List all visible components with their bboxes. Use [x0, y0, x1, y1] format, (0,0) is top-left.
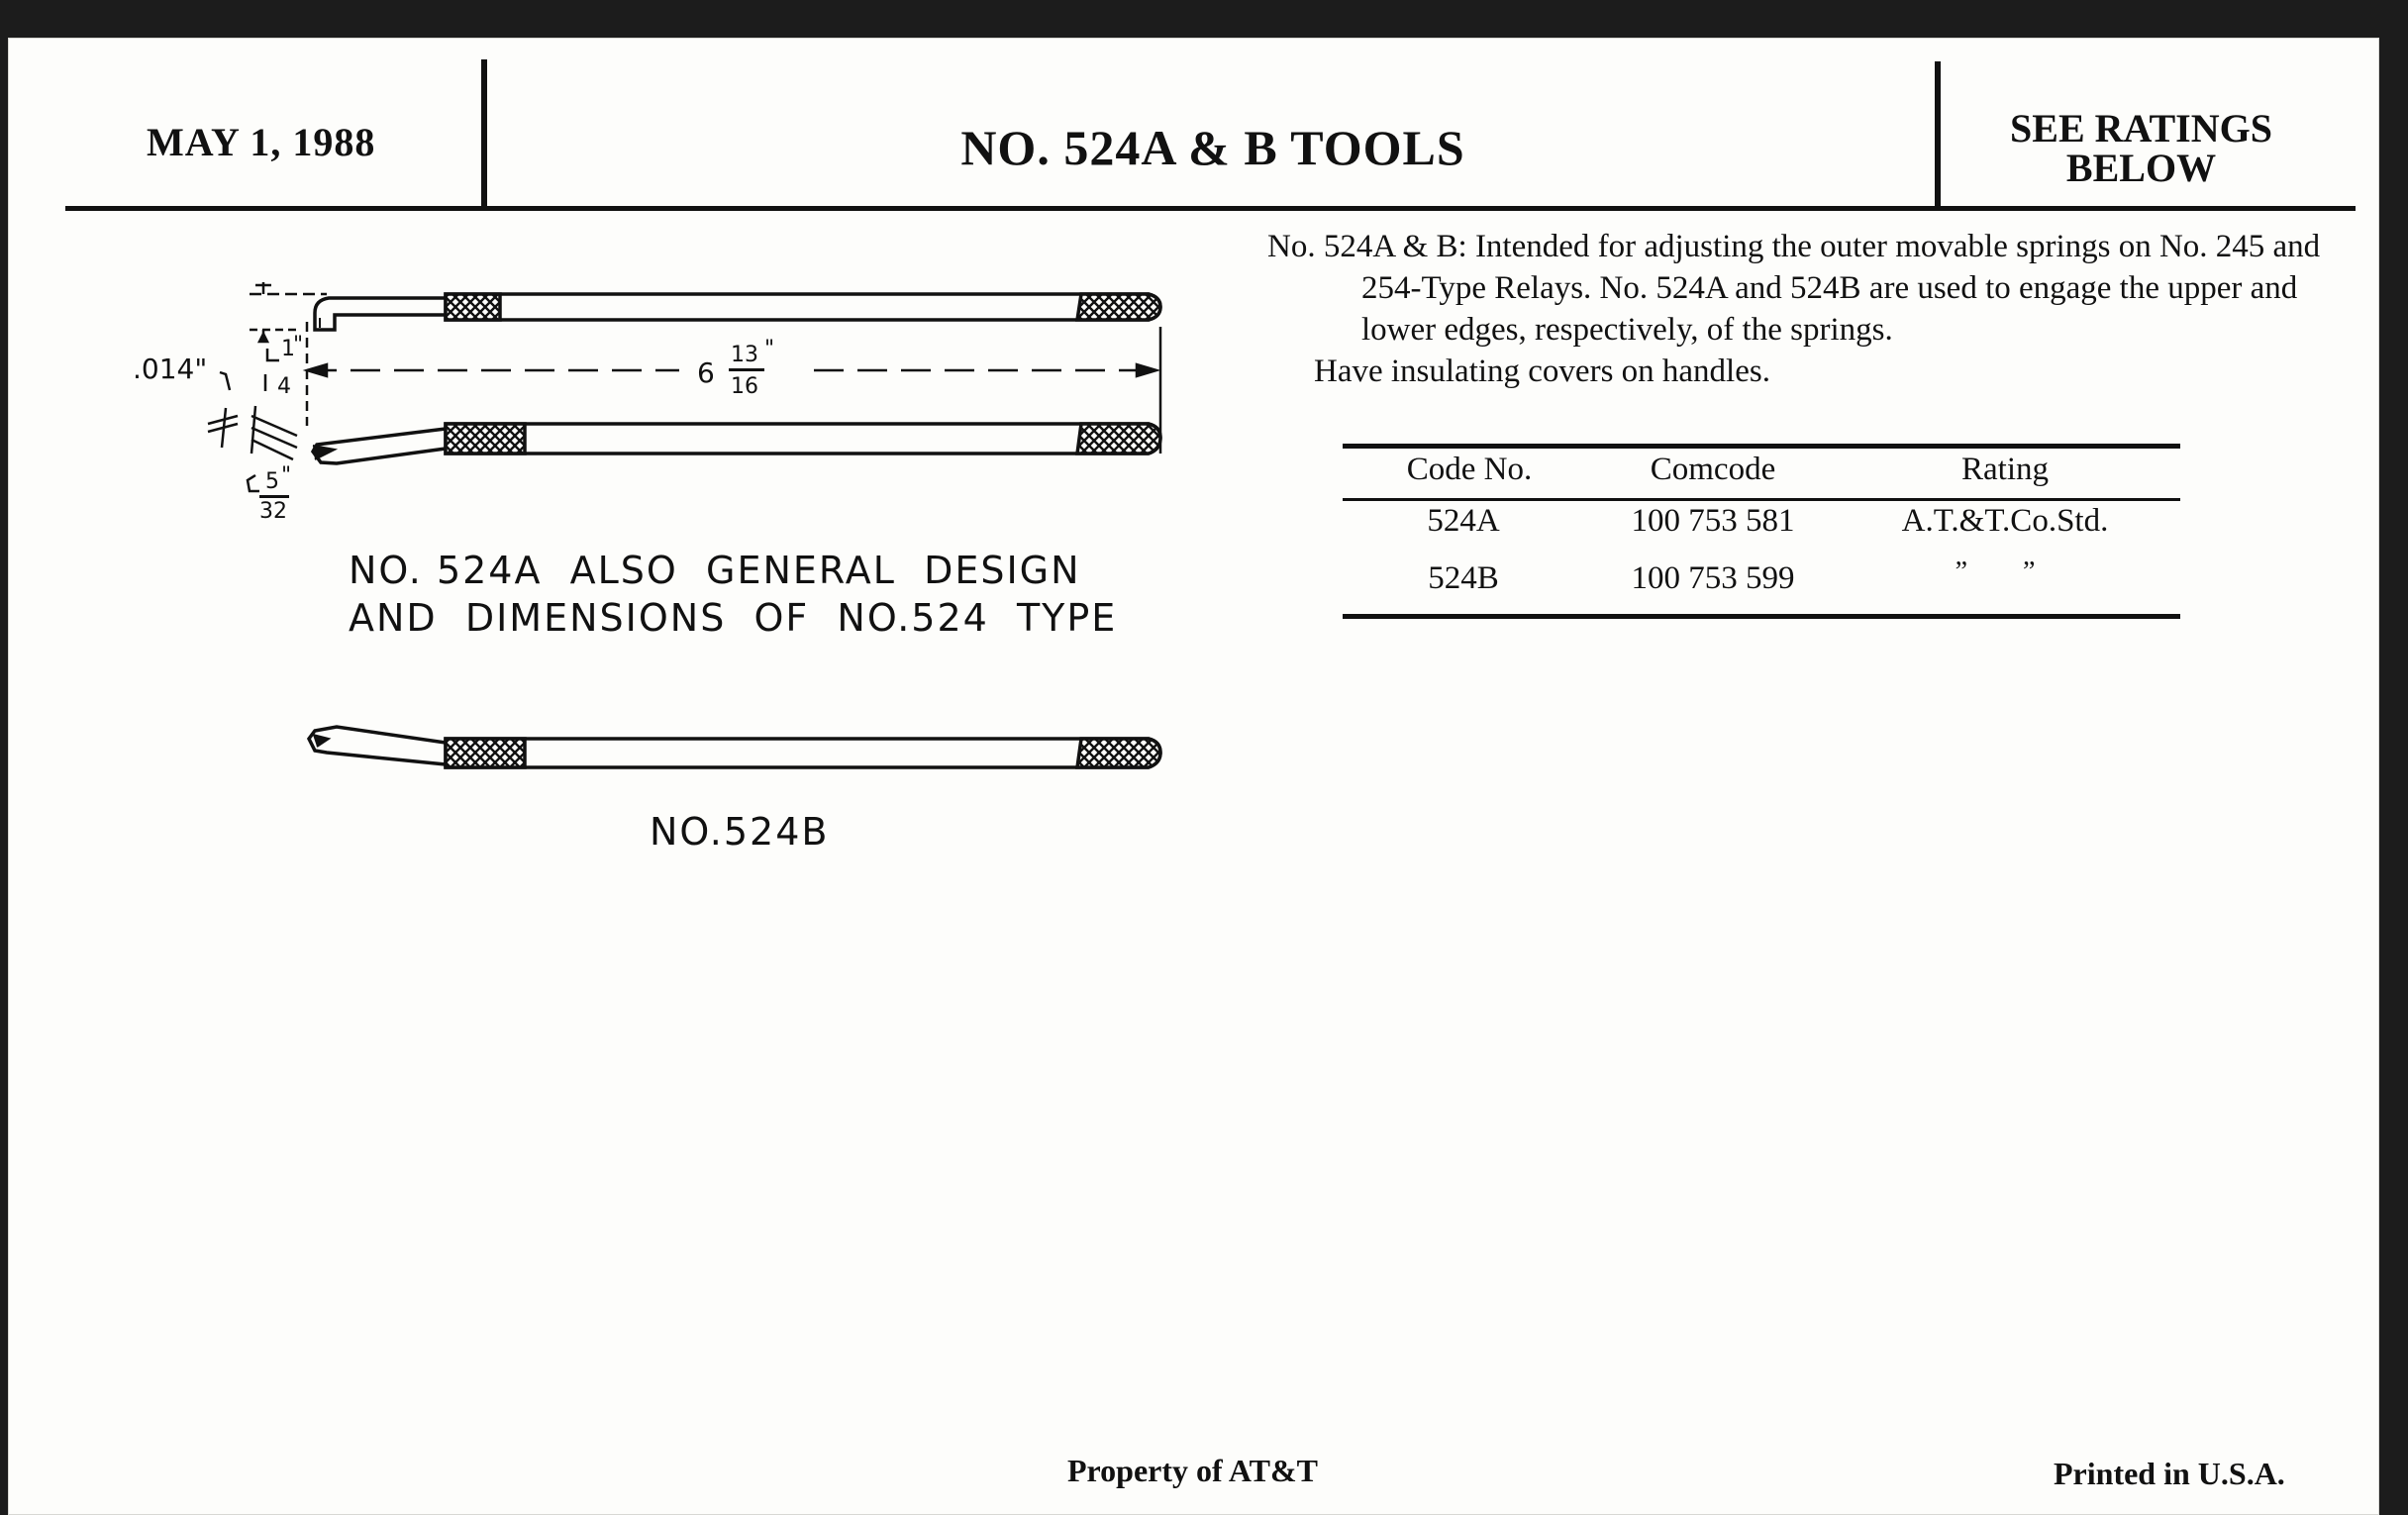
table-header-rule — [1343, 498, 2180, 501]
tool-524a-side-view — [313, 424, 1160, 463]
dimension-quarter-mark: " — [293, 333, 304, 357]
dimension-5-32-num: 5 — [265, 469, 279, 494]
tool-description — [1267, 226, 2327, 392]
table-row-2-comcode: 100 753 599 — [1631, 560, 1795, 596]
dimension-length-den: 16 — [731, 374, 758, 399]
dimension-length-num: 13 — [731, 343, 758, 367]
dimension-quarter-den: 4 — [277, 374, 291, 399]
table-top-rule — [1343, 444, 2180, 449]
table-bottom-rule — [1343, 614, 2180, 619]
dimension-quarter-num: 1 — [281, 337, 295, 361]
table-row-1-rating: A.T.&T.Co.Std. — [1901, 503, 2109, 539]
ratings-note-line2: BELOW — [2065, 146, 2217, 190]
caption-524a-line1: NO. 524A ALSO GENERAL DESIGN — [349, 549, 1081, 592]
description-paragraph-1: No. 524A & B: Intended for adjusting the outer movable springs on No. 245 and 254-Type Relays. No. 524A and 524B are used to engage the upper and lower edges, respectively, of the springs. — [1267, 229, 2321, 348]
footer-printed: Printed in U.S.A. — [2054, 1456, 2285, 1491]
table-row-2-rating: ” ” — [1955, 556, 2036, 587]
table-row-1-comcode: 100 753 581 — [1631, 503, 1795, 539]
tool-524a-top-view — [315, 294, 1160, 330]
caption-524a-line2: AND DIMENSIONS OF NO.524 TYPE — [349, 596, 1118, 640]
table-header-rating: Rating — [1961, 452, 2049, 487]
dimension-length-mark: " — [764, 337, 775, 361]
dimension-5-32-mark: " — [281, 463, 292, 488]
tool-524b-view — [309, 727, 1160, 767]
dimension-length-whole: 6 — [697, 356, 715, 389]
issue-date: MAY 1, 1988 — [147, 120, 376, 164]
dimension-5-32-den: 32 — [259, 499, 287, 524]
page-title: NO. 524A & B TOOLS — [960, 120, 1465, 175]
table-row-2-code: 524B — [1428, 560, 1499, 596]
description-paragraph-2: Have insulating covers on handles. — [1314, 354, 1770, 389]
footer-property: Property of AT&T — [1067, 1453, 1318, 1488]
table-header-comcode: Comcode — [1650, 452, 1776, 487]
ratings-note-line1: SEE RATINGS — [2010, 106, 2272, 151]
dimension-length-fraction-bar — [729, 368, 764, 372]
caption-524b: NO.524B — [650, 810, 830, 854]
table-row-1-code: 524A — [1427, 503, 1500, 539]
dimension-014: .014" — [133, 353, 208, 385]
table-header-code: Code No. — [1406, 452, 1533, 487]
